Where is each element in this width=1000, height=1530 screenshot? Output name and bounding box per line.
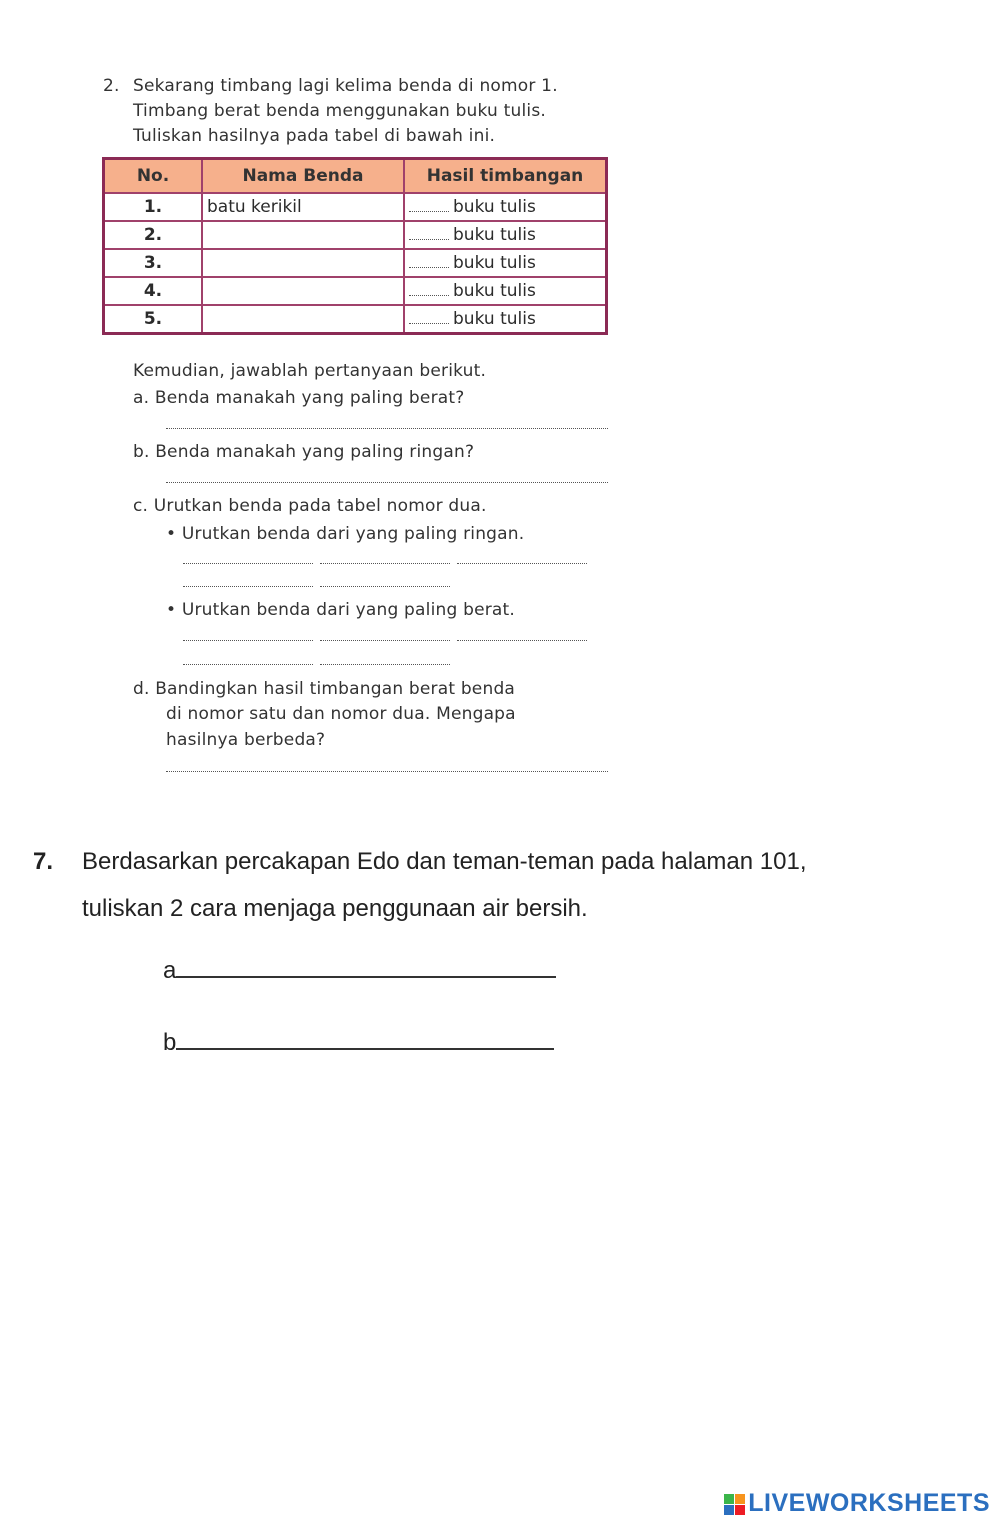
- question-d-line-1: d. Bandingkan hasil timbangan berat benda: [133, 679, 516, 699]
- table-row: [104, 249, 607, 277]
- answer-b-input[interactable]: [176, 1026, 554, 1050]
- exercise-2-number: 2.: [103, 76, 120, 96]
- object-name-cell[interactable]: [202, 277, 404, 305]
- result-unit: buku tulis: [453, 197, 536, 217]
- answer-line-a[interactable]: [166, 428, 608, 429]
- order-heavy-blank-4[interactable]: [183, 664, 313, 665]
- question-d-line-3: hasilnya berbeda?: [166, 730, 326, 750]
- order-heavy-blank-1[interactable]: [183, 640, 313, 641]
- order-light-blank-5[interactable]: [320, 586, 450, 587]
- answer-b-row: [163, 1026, 554, 1057]
- question-a: a. Benda manakah yang paling berat?: [133, 388, 465, 408]
- liveworksheets-logo-icon: [724, 1494, 745, 1515]
- exercise-2-instruction-3: Tuliskan hasilnya pada tabel di bawah ini.: [133, 126, 496, 146]
- question-b: b. Benda manakah yang paling ringan?: [133, 442, 475, 462]
- exercise-2-instruction-1: Sekarang timbang lagi kelima benda di nomor 1.: [133, 76, 558, 96]
- result-blank[interactable]: [409, 239, 449, 240]
- result-unit: buku tulis: [453, 253, 536, 273]
- result-blank[interactable]: [409, 211, 449, 212]
- result-blank[interactable]: [409, 267, 449, 268]
- followup-intro: Kemudian, jawablah pertanyaan berikut.: [133, 361, 487, 381]
- table-header-row: [104, 159, 607, 194]
- question-d-line-2: di nomor satu dan nomor dua. Mengapa: [166, 704, 516, 724]
- row-number: 3.: [104, 249, 203, 277]
- order-heavy-blank-3[interactable]: [457, 640, 587, 641]
- result-unit: buku tulis: [453, 281, 536, 301]
- result-cell[interactable]: [404, 221, 607, 249]
- order-light-blank-3[interactable]: [457, 563, 587, 564]
- table-row: [104, 193, 607, 221]
- result-cell[interactable]: [404, 305, 607, 334]
- row-number: 5.: [104, 305, 203, 334]
- question-c: c. Urutkan benda pada tabel nomor dua.: [133, 496, 487, 516]
- answer-a-row: [163, 954, 556, 985]
- result-cell[interactable]: [404, 249, 607, 277]
- order-light-blank-4[interactable]: [183, 586, 313, 587]
- question-7-text-line-2: tuliskan 2 cara menjaga penggunaan air bersih.: [82, 895, 588, 922]
- result-unit: buku tulis: [453, 225, 536, 245]
- object-name-cell[interactable]: [202, 305, 404, 334]
- result-blank[interactable]: [409, 323, 449, 324]
- order-light-blank-2[interactable]: [320, 563, 450, 564]
- column-header-name: Nama Benda: [202, 159, 404, 194]
- result-unit: buku tulis: [453, 309, 536, 329]
- table-row: [104, 277, 607, 305]
- column-header-result: Hasil timbangan: [404, 159, 607, 194]
- object-name-cell[interactable]: batu kerikil: [202, 193, 404, 221]
- brand-name: LIVEWORKSHEETS: [748, 1489, 990, 1517]
- result-cell[interactable]: [404, 277, 607, 305]
- answer-b-label: b: [163, 1029, 177, 1056]
- answer-a-label: a: [163, 957, 177, 984]
- question-7-text-line-1: Berdasarkan percakapan Edo dan teman-teman pada halaman 101,: [82, 848, 807, 875]
- weighing-table: [102, 157, 608, 335]
- order-light-blank-1[interactable]: [183, 563, 313, 564]
- bullet-heaviest: • Urutkan benda dari yang paling berat.: [166, 600, 516, 620]
- table-row: [104, 305, 607, 334]
- row-number: 4.: [104, 277, 203, 305]
- object-name-cell[interactable]: [202, 249, 404, 277]
- question-7-number: 7.: [33, 848, 54, 875]
- bullet-lightest: • Urutkan benda dari yang paling ringan.: [166, 524, 525, 544]
- exercise-2-instruction-2: Timbang berat benda menggunakan buku tulis.: [133, 101, 546, 121]
- result-cell[interactable]: [404, 193, 607, 221]
- object-name-cell[interactable]: [202, 221, 404, 249]
- answer-a-input[interactable]: [176, 954, 556, 978]
- liveworksheets-brand: [724, 1489, 990, 1518]
- table-row: [104, 221, 607, 249]
- answer-line-b[interactable]: [166, 482, 608, 483]
- result-blank[interactable]: [409, 295, 449, 296]
- column-header-no: No.: [104, 159, 203, 194]
- order-heavy-blank-5[interactable]: [320, 664, 450, 665]
- answer-line-d[interactable]: [166, 771, 608, 772]
- row-number: 1.: [104, 193, 203, 221]
- row-number: 2.: [104, 221, 203, 249]
- order-heavy-blank-2[interactable]: [320, 640, 450, 641]
